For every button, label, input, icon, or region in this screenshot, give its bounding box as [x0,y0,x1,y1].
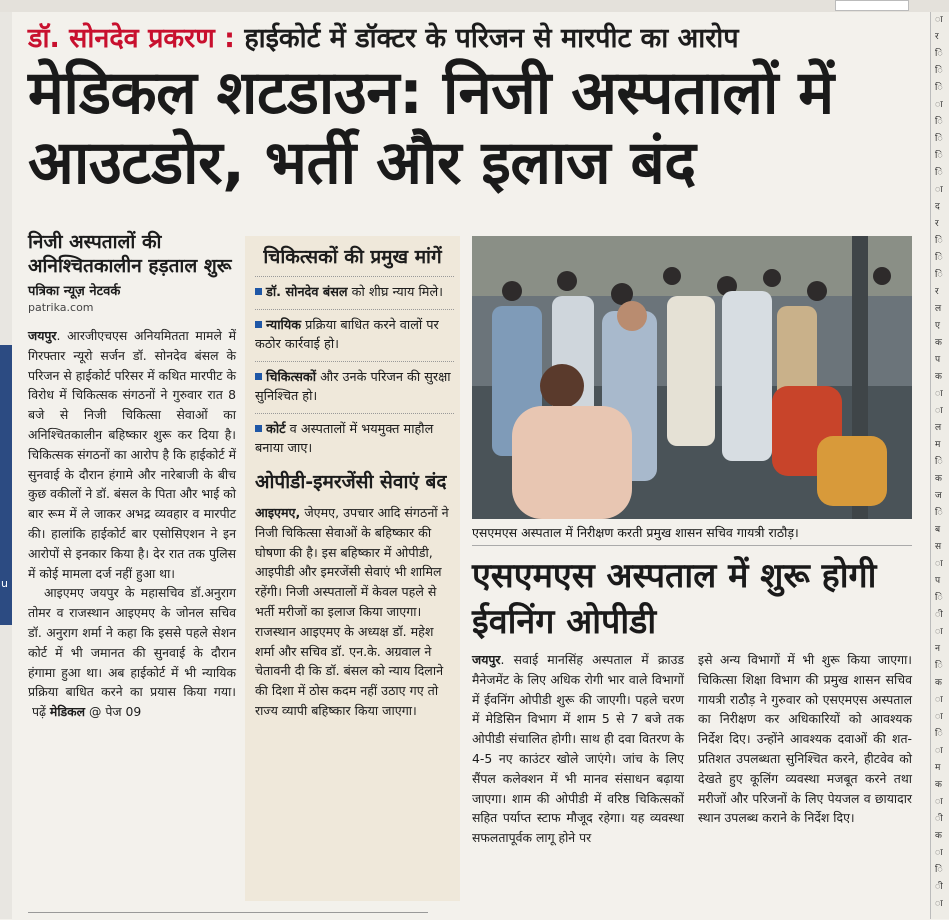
main-story-para-1 [28,326,236,583]
demand-text: और उनके परिजन की सुरक्षा सुनिश्चित हो। [255,370,451,404]
adjacent-photo-left [0,345,12,625]
kicker [28,18,739,55]
demand-text: व अस्पतालों में भयमुक्त माहौल बनाया जाए। [255,422,434,456]
opd-body [255,503,452,721]
bullet-square-icon [255,321,262,328]
jump-word: मेडिकल [49,704,86,720]
opd-text: जेएमए, उपचार आदि संगठनों ने निजी चिकित्सा सेवाओं के बहिष्कार की घोषणा की है। इस बहिष्कार में ओपीडी, आइपीडी और इमरजेंसी सेवाएं भी शामिल रहेंगी। निजी अस्पतालों में केवल पहले से भर्ती मरीजों का इलाज किया जाएगा। राजस्थान आइएमए के अध्यक्ष डॉ. महेश शर्मा और सचिव डॉ. एन.के. अग्रवाल ने चेतावनी दी कि डॉ. बंसल को न्याय दिलाने की दिशा में ठोस कदम नहीं उठाए गए तो राज्य व्यापी बहिष्कार किया जाएगा। [255,505,449,718]
photo-caption: एसएमएस अस्पताल में निरीक्षण करती प्रमुख शासन सचिव गायत्री राठौड़। [472,525,799,540]
adjacent-text-fragments: ा र ि ि ि ा ि ि ि ि ा द र ि ि ि र ल ए क प क ा ा ल म ि क ज ि ब स ा प ि ी ा न ि क ा ा ि ा म क ा ी क ा ि ी ा [935,15,943,909]
photo-illustration [472,236,912,519]
byline: पत्रिका न्यूज़ नेटवर्क [28,284,121,299]
second-story-col-1 [472,650,684,848]
demands-sidebar [245,236,460,901]
para1-text: . आरजीएचएस अनियमितता मामले में गिरफ्तार न्यूरो सर्जन डॉ. सोनदेव बंसल के परिजन से हाईकोर्ट परिसर में कथित मारपीट के विरोध में चिकित्सक संगठनों ने गुरुवार रात 8 बजे से निजी चिकित्सा सेवाओं का अनिश्चितकालीन बहिष्कार शुरू कर दिया है। चिकित्सक संगठनों का आरोप है कि हाईकोर्ट में सुनवाई के दौरान हंगामे और नारेबाजी के बीच कुछ वकीलों ने डॉ. बंसल के पिता और भाई को बार रूम में ले जाकर अभद्र व्यवहार व मारपीट की। हालांकि हाईकोर्ट बार एसोसिएशन ने इन आरोपों से इनकार किया है। देर रात तक पुलिस में कोई मामला दर्ज नहीं हुआ था। [28,328,236,581]
main-headline: मेडिकल शटडाउन: निजी अस्पतालों में आउटडोर, भर्ती और इलाज बंद [28,58,834,198]
adjacent-left-glyph: u [1,577,8,590]
jump-page: @ पेज 09 [89,704,142,720]
news-photo [472,236,912,519]
dateline: जयपुर [28,328,57,343]
demand-lead: न्यायिक [266,318,302,333]
opd-subhead: ओपीडी-इमरजेंसी सेवाएं बंद [255,471,447,493]
demands-list [245,276,460,465]
page-folio-tag [835,0,909,11]
demand-text: प्रक्रिया बाधित करने वालों पर कठोर कार्रवाई हो। [255,318,439,352]
para2-text: आइएमए जयपुर के महासचिव डॉ.अनुराग तोमर व राजस्थान आइएमए के जोनल सचिव डॉ. अनुराग शर्मा ने कहा कि इससे पहले सेशन कोर्ट में भी जमानत की सुनवाई के दौरान हंगामा हुआ था। अब हाईकोर्ट में भी न्यायिक प्रक्रिया बाधित करने का प्रयास किया गया। [28,585,236,700]
demand-item [255,309,454,361]
demand-lead: डॉ. सोनदेव बंसल [266,285,348,300]
adjacent-page-right [930,12,949,919]
demand-item [255,361,454,413]
jump-prefix: पढ़ें [31,704,46,720]
demand-text: को शीघ्र न्याय मिले। [347,285,443,300]
sidebar-title: चिकित्सकों की प्रमुख मांगें [263,246,442,268]
demand-lead: कोर्ट [266,422,286,437]
main-story [28,230,236,722]
bullet-square-icon [255,373,262,380]
kicker-label: डॉ. सोनदेव प्रकरण : [28,23,235,54]
opd-lead: आइएमए, [255,505,301,520]
page-top-strip [0,0,949,12]
second-col1-text: . सवाई मानसिंह अस्पताल में क्राउड मैनेजमेंट के लिए अधिक रोगी भार वाले विभागों में ईवनिंग ओपीडी शुरू की जाएगी। पहले चरण में मेडिसिन विभाग में शाम 5 से 7 बजे तक ओपीडी संचालित होगी। साथ ही दवा वितरण के 4-5 नए काउंटर खोले जाएंगे। जांच के लिए सैंपल कलेक्शन में भी मानव संसाधन बढ़ाया जाएगा। शाम की ओपीडी में वरिष्ठ चिकित्सकों सहित पर्याप्त स्टाफ मौजूद रहेगा। यह व्यवस्था सफलतापूर्वक लागू होने पर [472,652,684,846]
main-subhead: निजी अस्पतालों की अनिश्चितकालीन हड़ताल शुरू [28,231,232,277]
kicker-text: हाईकोर्ट में डॉक्टर के परिजन से मारपीट का आरोप [234,23,739,54]
second-headline: एसएमएस अस्पताल में शुरू होगी ईवनिंग ओपीडी [472,556,877,642]
bullet-square-icon [255,288,262,295]
bullet-square-icon [255,425,262,432]
main-story-para-2 [28,583,236,722]
demand-item [255,413,454,465]
demand-lead: चिकित्सकों [266,370,317,385]
second-story-col-2: इसे अन्य विभागों में भी शुरू किया जाएगा। चिकित्सा शिक्षा विभाग की प्रमुख शासन सचिव गायत्री राठौड़ ने गुरुवार को एसएमएस अस्पताल का निरीक्षण कर अधिकारियों को आवश्यक निर्देश दिए। उन्होंने आवश्यक दवाओं की शत-प्रतिशत उपलब्धता सुनिश्चित करने, हीटवेव को देखते हुए कूलिंग व्यवस्था मजबूत करने तथा मरीजों और परिजनों के लिए पेयजल व छायादार स्थान उपलब्ध कराने के निर्देश दिए। [698,652,912,826]
section-divider [472,545,912,546]
second-dateline: जयपुर [472,652,501,667]
demand-item [255,276,454,309]
source-url: patrika.com [28,301,94,314]
